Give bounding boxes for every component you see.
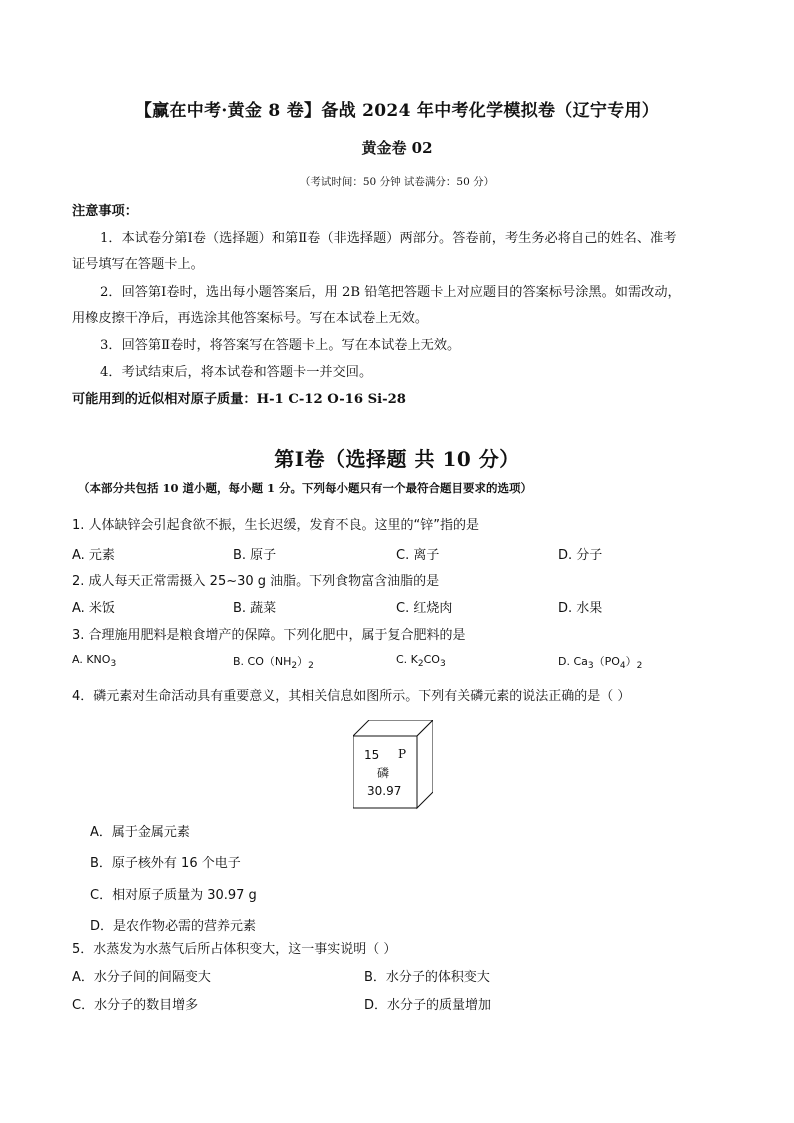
question-3: 3. 合理施用肥料是粮食增产的保障。下列化肥中，属于复合肥料的是 — [72, 628, 466, 643]
q2-option-c[interactable]: C. 红烧肉 — [396, 601, 453, 616]
q3-option-a[interactable] — [72, 653, 116, 669]
q3-option-b-text: B. CO（NH — [233, 655, 292, 668]
q1-option-a[interactable]: A. 元素 — [72, 548, 115, 563]
q5-option-d[interactable]: D．水分子的质量增加 — [364, 998, 492, 1013]
question-4: 4．磷元素对生命活动具有重要意义，其相关信息如图所示。下列有关磷元素的说法正确的是（ ） — [72, 689, 631, 704]
q5-option-a[interactable]: A．水分子间的间隔变大 — [72, 970, 211, 985]
q3-option-c-sub1: 2 — [417, 659, 424, 669]
q3-option-a-text: A. KNO — [72, 653, 111, 666]
section-1-title: 第Ⅰ卷（选择题 共 10 分） — [274, 447, 520, 471]
q5-option-b[interactable]: B．水分子的体积变大 — [364, 970, 490, 985]
q3-option-c-text: C. K — [396, 653, 418, 666]
notes-heading: 注意事项： — [72, 204, 138, 219]
element-number: 15 — [364, 748, 380, 762]
question-1: 1. 人体缺锌会引起食欲不振，生长迟缓，发育不良。这里的“锌”指的是 — [72, 518, 480, 533]
q4-option-c[interactable]: C．相对原子质量为 30.97 g — [90, 888, 257, 903]
element-symbol: P — [398, 747, 407, 761]
atomic-masses: 可能用到的近似相对原子质量：H-1 C-12 O-16 Si-28 — [72, 392, 406, 407]
q3-option-d-text: D. Ca — [558, 655, 588, 668]
q3-option-b[interactable] — [233, 653, 314, 671]
q3-option-c[interactable] — [396, 653, 446, 669]
notes-item-2-line-2: 用橡皮擦干净后，再选涂其他答案标号。写在本试卷上无效。 — [72, 311, 429, 326]
q3-option-c-sub2: 3 — [439, 659, 446, 669]
q3-option-b-mid: ） — [297, 655, 309, 668]
q4-option-d[interactable]: D．是农作物必需的营养元素 — [90, 919, 257, 934]
q3-option-c-mid: CO — [423, 653, 440, 666]
exam-info: （考试时间：50 分钟 试卷满分：50 分） — [299, 176, 495, 188]
q4-option-b[interactable]: B．原子核外有 16 个电子 — [90, 856, 241, 871]
q1-option-c[interactable]: C. 离子 — [396, 548, 440, 563]
question-2: 2. 成人每天正常需摄入 25~30 g 油脂。下列食物富含油脂的是 — [72, 574, 440, 589]
q1-option-d[interactable]: D. 分子 — [558, 548, 603, 563]
q3-option-a-sub: 3 — [110, 659, 117, 669]
question-5: 5．水蒸发为水蒸气后所占体积变大，这一事实说明（ ） — [72, 942, 397, 957]
exam-subtitle: 黄金卷 02 — [361, 139, 433, 157]
q3-option-b-sub2: 2 — [308, 661, 314, 671]
q2-option-b[interactable]: B. 蔬菜 — [233, 601, 277, 616]
q3-option-d-sub2: 4 — [619, 661, 626, 671]
notes-item-2-line-1: 2．回答第Ⅰ卷时，选出每小题答案后，用 2B 铅笔把答题卡上对应题目的答案标号涂黑。如需改动， — [100, 285, 681, 300]
notes-item-3: 3．回答第Ⅱ卷时，将答案写在答题卡上。写在本试卷上无效。 — [100, 338, 461, 353]
element-tile-phosphorus — [353, 720, 433, 810]
q2-option-a[interactable]: A. 米饭 — [72, 601, 115, 616]
q3-option-d-end: ） — [625, 655, 637, 668]
section-1-instructions: （本部分共包括 10 道小题，每小题 1 分。下列每小题只有一个最符合题目要求的选项） — [78, 481, 533, 495]
element-mass: 30.97 — [367, 784, 402, 798]
q1-option-b[interactable]: B. 原子 — [233, 548, 277, 563]
q4-option-a[interactable]: A．属于金属元素 — [90, 825, 190, 840]
q2-option-d[interactable]: D. 水果 — [558, 601, 603, 616]
notes-item-1-line-1: 1．本试卷分第Ⅰ卷（选择题）和第Ⅱ卷（非选择题）两部分。答卷前，考生务必将自己的姓名、准考 — [100, 231, 677, 246]
q3-option-b-sub1: 2 — [291, 661, 298, 671]
q3-option-d-sub1: 3 — [587, 661, 594, 671]
notes-item-4: 4．考试结束后，将本试卷和答题卡一并交回。 — [100, 365, 373, 380]
q3-option-d-mid: （PO — [593, 655, 620, 668]
q3-option-d-sub3: 2 — [636, 661, 643, 671]
q5-option-c[interactable]: C．水分子的数目增多 — [72, 998, 199, 1013]
q3-option-d[interactable] — [558, 653, 642, 671]
notes-item-1-line-2: 证号填写在答题卡上。 — [72, 257, 204, 272]
exam-title: 【赢在中考·黄金 8 卷】备战 2024 年中考化学模拟卷（辽宁专用） — [134, 101, 660, 121]
element-name: 磷 — [377, 766, 390, 780]
